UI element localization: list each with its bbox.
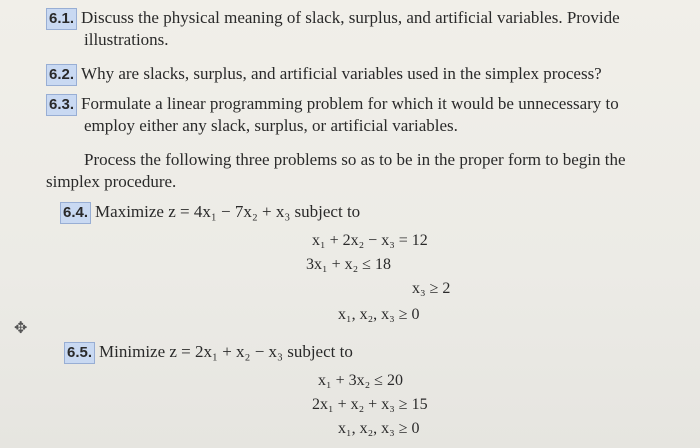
problem-number: 6.2.: [46, 64, 77, 86]
intro-line1: Process the following three problems so as to be in the proper form to begin the: [84, 150, 626, 169]
problem-6-1-line1: [46, 8, 620, 30]
constraint-6-4-3: x₃ ≥ 2: [412, 280, 451, 297]
constraint-6-5-3: x₁, x₂, x₃ ≥ 0: [338, 420, 420, 437]
constraint-6-5-2: 2x₁ + x₂ + x₃ ≥ 15: [312, 396, 428, 413]
constraint-6-4-1: x₁ + 2x₂ − x₃ = 12: [312, 232, 428, 249]
problem-6-1-line2: illustrations.: [84, 30, 169, 49]
problem-text: Formulate a linear programming problem for which it would be unnecessary to: [81, 94, 619, 113]
constraint-6-4-2: 3x₁ + x₂ ≤ 18: [306, 256, 391, 273]
problem-6-3-line2: employ either any slack, surplus, or artificial variables.: [84, 116, 458, 135]
problem-6-5-objective: [64, 342, 353, 364]
constraint-6-4-4: x₁, x₂, x₃ ≥ 0: [338, 306, 420, 323]
intro-line2: simplex procedure.: [46, 172, 177, 191]
objective-text: Minimize z = 2x₁ + x₂ − x₃ subject to: [99, 342, 353, 361]
problem-number: 6.3.: [46, 94, 77, 116]
problem-text: Discuss the physical meaning of slack, surplus, and artificial variables. Provide: [81, 8, 620, 27]
problem-number: 6.5.: [64, 342, 95, 364]
problem-text: Why are slacks, surplus, and artificial variables used in the simplex process?: [81, 64, 602, 83]
problem-number: 6.4.: [60, 202, 91, 224]
objective-text: Maximize z = 4x₁ − 7x₂ + x₃ subject to: [95, 202, 361, 221]
problem-6-2: [46, 64, 602, 86]
constraint-6-5-1: x₁ + 3x₂ ≤ 20: [318, 372, 403, 389]
problem-6-3-line1: [46, 94, 619, 116]
move-cursor-icon: ✥: [14, 318, 28, 337]
problem-number: 6.1.: [46, 8, 77, 30]
problem-6-4-objective: [60, 202, 360, 224]
